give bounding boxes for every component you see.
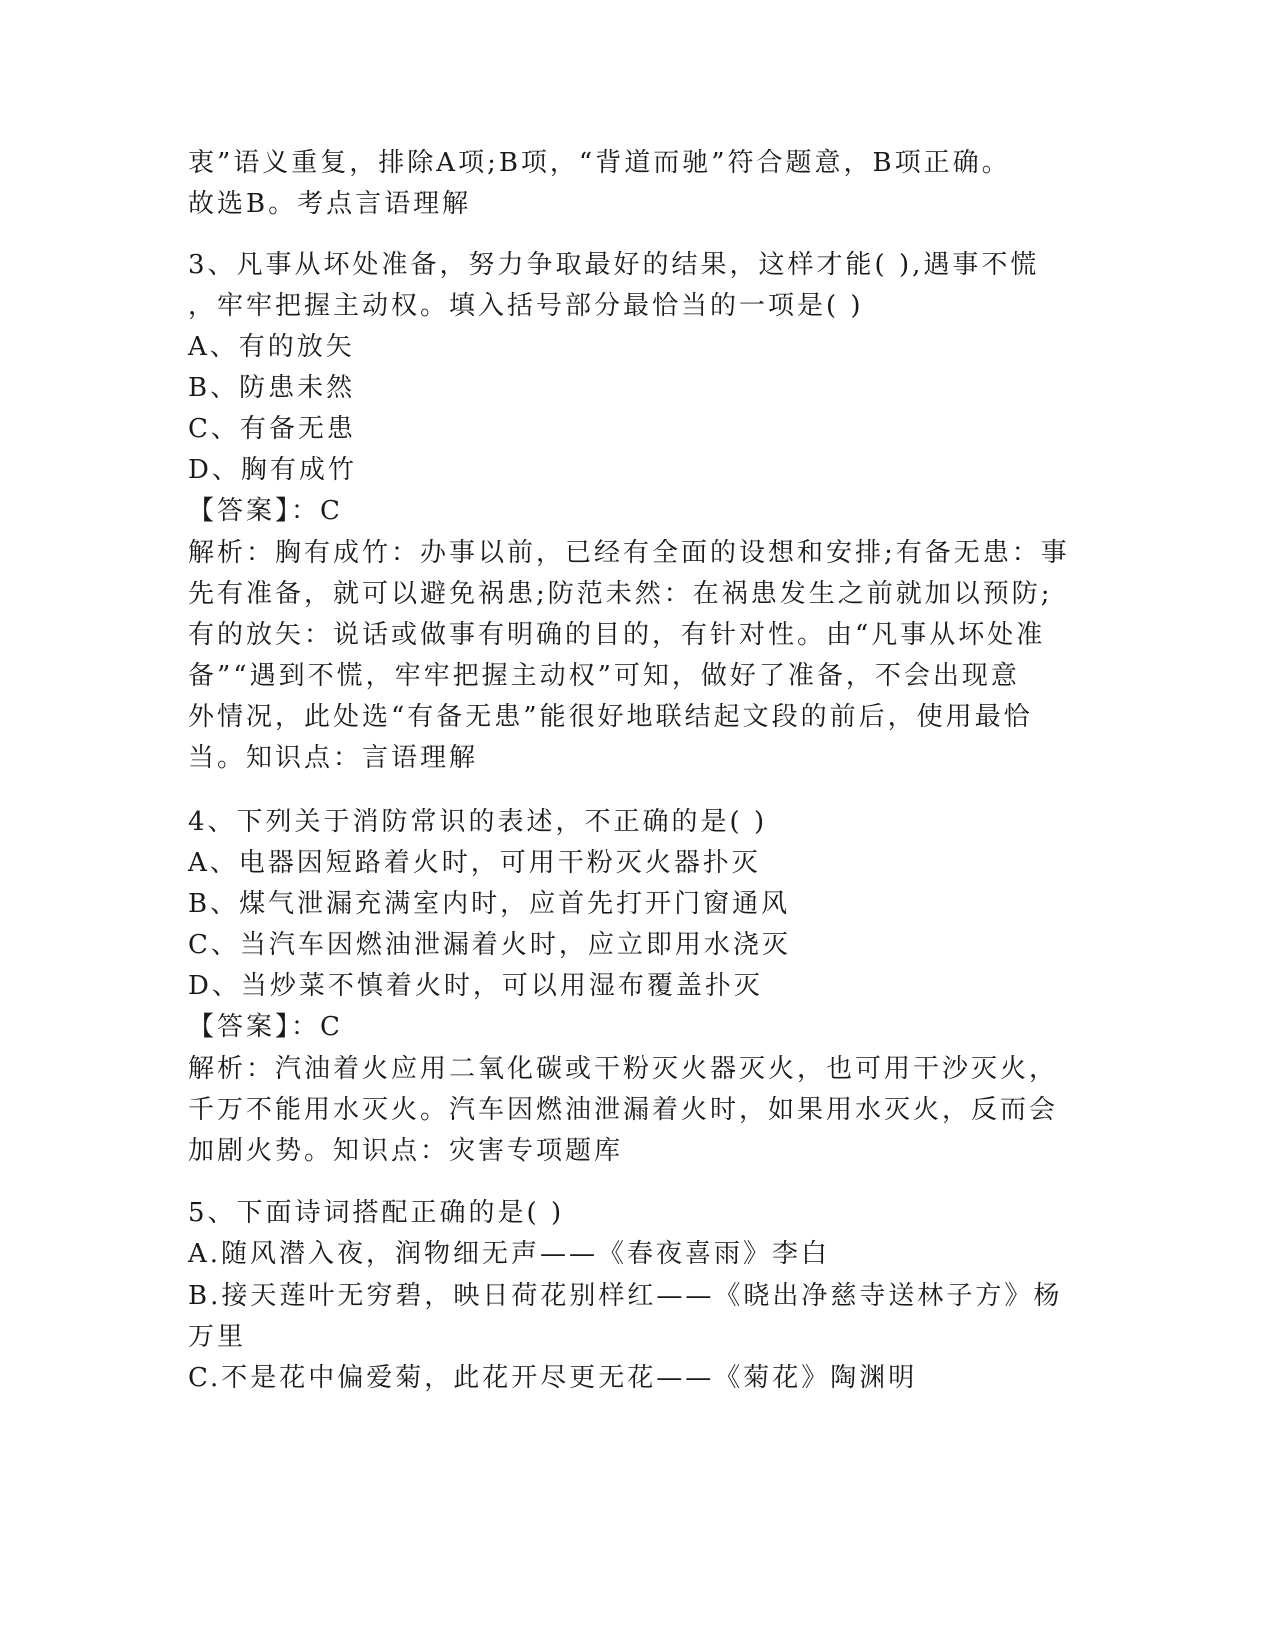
question-3-analysis: 外情况，此处选“有备无患”能很好地联结起文段的前后，使用最恰 — [188, 702, 1033, 732]
question-3-option-c: C、有备无患 — [188, 414, 356, 444]
question-3-stem: 3、凡事从坏处准备，努力争取最好的结果，这样才能( ),遇事不慌 — [188, 250, 1040, 280]
question-3-analysis: 先有准备，就可以避免祸患;防范未然：在祸患发生之前就加以预防; — [188, 579, 1053, 609]
question-3-analysis: 有的放矢：说话或做事有明确的目的，有针对性。由“凡事从坏处准 — [188, 620, 1046, 650]
question-4-option-b: B、煤气泄漏充满室内时，应首先打开门窗通风 — [188, 889, 791, 919]
question-4-option-d: D、当炒菜不慎着火时，可以用湿布覆盖扑灭 — [188, 971, 763, 1001]
question-4-option-a: A、电器因短路着火时，可用干粉灭火器扑灭 — [188, 848, 761, 878]
question-5-option-c: C.不是花中偏爱菊，此花开尽更无花——《菊花》陶渊明 — [188, 1363, 918, 1393]
question-5-stem: 5、下面诗词搭配正确的是( ) — [188, 1198, 565, 1228]
question-3-analysis: 备”“遇到不慌，牢牢把握主动权”可知，做好了准备，不会出现意 — [188, 661, 1020, 691]
question-4-analysis: 加剧火势。知识点：灾害专项题库 — [188, 1136, 624, 1166]
question-4-answer: 【答案】：C — [188, 1012, 343, 1042]
carryover-line: 衷”语义重复，排除A项;B项，“背道而驰”符合题意，B项正确。 — [188, 148, 1011, 178]
question-5-option-b-continued: 万里 — [188, 1322, 247, 1352]
question-3-option-d: D、胸有成竹 — [188, 455, 357, 485]
question-4-stem: 4、下列关于消防常识的表述，不正确的是( ) — [188, 807, 768, 837]
question-4-analysis: 解析：汽油着火应用二氧化碳或干粉灭火器灭火，也可用干沙灭火， — [188, 1054, 1059, 1084]
question-3-answer: 【答案】：C — [188, 496, 343, 526]
carryover-line: 故选B。考点言语理解 — [188, 189, 472, 219]
question-5-option-b: B.接天莲叶无穷碧，映日荷花别样红——《晓出净慈寺送林子方》杨 — [188, 1281, 1063, 1311]
question-3-option-a: A、有的放矢 — [188, 332, 355, 362]
question-5-option-a: A.随风潜入夜，润物细无声——《春夜喜雨》李白 — [188, 1239, 831, 1269]
question-4-analysis: 千万不能用水灭火。汽车因燃油泄漏着火时，如果用水灭火，反而会 — [188, 1095, 1059, 1125]
question-3-analysis: 解析：胸有成竹：办事以前，已经有全面的设想和安排;有备无患：事 — [188, 538, 1070, 568]
question-3-option-b: B、防患未然 — [188, 373, 356, 403]
question-3-analysis: 当。知识点：言语理解 — [188, 743, 479, 773]
question-4-option-c: C、当汽车因燃油泄漏着火时，应立即用水浇灭 — [188, 930, 791, 960]
question-3-stem: ，牢牢把握主动权。填入括号部分最恰当的一项是( ) — [188, 291, 864, 321]
